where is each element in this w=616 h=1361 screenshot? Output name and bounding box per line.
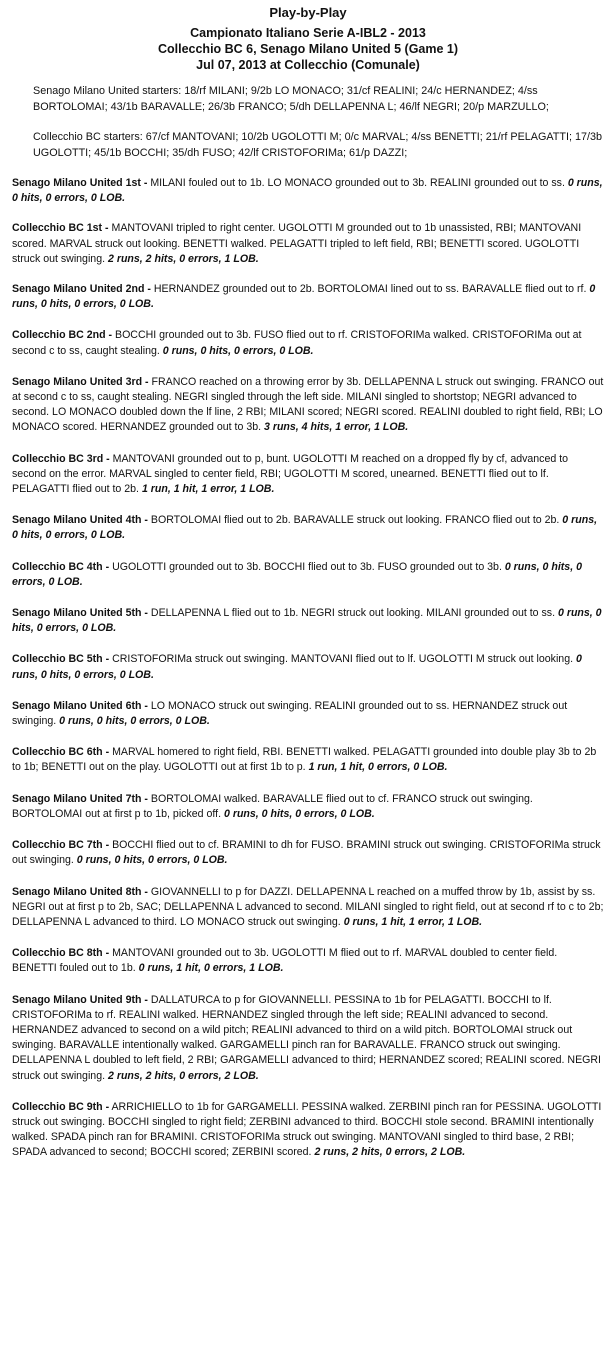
inning-summary: 2 runs, 2 hits, 0 errors, 2 LOB. (107, 1069, 259, 1082)
inning-paragraph (12, 606, 604, 636)
inning-paragraph (12, 176, 604, 206)
inning-plays: BOCCHI grounded out to 3b. FUSO flied out to rf. CRISTOFORIMa walked. CRISTOFORIMa out at second c to ss, caught stealing. (12, 329, 582, 357)
inning-plays: BORTOLOMAI walked. BARAVALLE flied out to cf. FRANCO struck out swinging. BORTOLOMAI out at first p to 1b, picked off. (12, 792, 533, 820)
inning-plays: HERNANDEZ grounded out to 2b. BORTOLOMAI lined out to ss. BARAVALLE flied out to rf. (150, 283, 590, 296)
inning-plays: ARRICHIELLO to 1b for GARGAMELLI. PESSINA walked. ZERBINI pinch ran for PESSINA. UGOLOTTI struck out swinging. BOCCHI singled to right field; ZERBINI advanced to third. BOCCHI stole second. BRAMINI intentionally walked. SPADA pinch ran for BRAMINI. CRISTOFORIMa struck out swinging. MANTOVANI singled to third base, 2 RBI; SPADA advanced to second; BOCCHI scored; ZERBINI scored. (12, 1100, 602, 1159)
inning-plays: MILANI fouled out to 1b. LO MONACO grounded out to 3b. REALINI grounded out to ss. (147, 177, 568, 189)
inning-team-label: Senago Milano United 5th - (12, 607, 148, 620)
inning-plays: FRANCO reached on a throwing error by 3b. DELLAPENNA L struck out swinging. FRANCO out at second c to ss, caught stealing. NEGRI singled through the left side. MILANI singled to shortstop; NEGRI advanced to second. LO MONACO doubled down the lf line, 2 RBI; MILANI scored; NEGRI scored. REALINI doubled to right field, RBI; LO MONACO scored. HERNANDEZ grounded out to 3b. (12, 375, 604, 434)
inning-summary: 0 runs, 0 hits, 0 errors, 0 LOB. (76, 854, 228, 867)
inning-team-label: Senago Milano United 4th - (12, 514, 148, 527)
game-date-venue: Jul 07, 2013 at Collecchio (Comunale) (196, 58, 420, 72)
inning-plays: CRISTOFORIMa struck out swinging. MANTOVANI flied out to lf. UGOLOTTI M struck out looking. (109, 653, 576, 666)
inning-team-label: Collecchio BC 9th - (12, 1100, 110, 1113)
inning-paragraph (12, 792, 604, 822)
inning-summary: 2 runs, 2 hits, 0 errors, 1 LOB. (107, 252, 259, 265)
inning-team-label: Senago Milano United 1st - (12, 177, 148, 189)
inning-plays: UGOLOTTI grounded out to 3b. BOCCHI flied out to 3b. FUSO grounded out to 3b. (109, 560, 505, 573)
inning-team-label: Collecchio BC 2nd - (12, 329, 113, 342)
inning-paragraph (12, 328, 604, 358)
inning-plays: MARVAL homered to right field, RBI. BENETTI walked. PELAGATTI grounded into double play 3b to 2b to 1b; BENETTI out on the play. UGOLOTTI out at first 1b to p. (12, 746, 597, 774)
game-score-line: Collecchio BC 6, Senago Milano United 5 (Game 1) (157, 42, 459, 56)
inning-team-label: Collecchio BC 6th - (12, 746, 110, 759)
inning-summary: 1 run, 1 hit, 1 error, 1 LOB. (141, 483, 275, 496)
inning-paragraph (12, 946, 604, 976)
inning-plays: LO MONACO struck out swinging. REALINI grounded out to ss. HERNANDEZ struck out swinging. (12, 699, 568, 728)
inning-summary: 0 runs, 0 hits, 0 errors, 0 LOB. (12, 560, 582, 588)
inning-team-label: Collecchio BC 8th - (12, 947, 110, 960)
inning-summary: 0 runs, 0 hits, 0 errors, 0 LOB. (59, 715, 210, 728)
inning-paragraph (12, 699, 604, 729)
away-starters: Senago Milano United starters: 18/rf MILANI; 9/2b LO MONACO; 31/cf REALINI; 24/c HERNANDEZ; 4/ss BORTOLOMAI; 43/1b BARAVALLE; 26/3b FRANCO; 5/dh DELLAPENNA L; 46/lf NEGRI; 20/p MARZULLO; (33, 85, 549, 113)
starters-section (0, 73, 616, 161)
inning-team-label: Senago Milano United 6th - (12, 699, 148, 712)
inning-plays: BORTOLOMAI flied out to 2b. BARAVALLE struck out looking. FRANCO flied out to 2b. (147, 514, 563, 527)
inning-team-label: Collecchio BC 1st - (12, 222, 109, 235)
inning-plays: BOCCHI flied out to cf. BRAMINI to dh for FUSO. BRAMINI struck out swinging. CRISTOFORIMa struck out swinging. (12, 839, 601, 867)
inning-summary: 3 runs, 4 hits, 1 error, 1 LOB. (264, 421, 409, 434)
inning-plays: GIOVANNELLI to p for DAZZI. DELLAPENNA L reached on a muffed throw by 1b, assist by ss. NEGRI out at first p to 2b, SAC; DELLAPENNA L advanced to second. MILANI singled to right field, out at second rf to c to 2b; DELLAPENNA L advanced to third. LO MONACO struck out swinging. (12, 885, 604, 928)
inning-team-label: Collecchio BC 4th - (12, 560, 110, 573)
inning-summary: 0 runs, 0 hits, 0 errors, 0 LOB. (12, 514, 598, 542)
inning-team-label: Senago Milano United 3rd - (12, 375, 149, 388)
inning-paragraph (12, 560, 604, 590)
inning-paragraph (12, 885, 604, 931)
inning-paragraph (12, 1100, 604, 1161)
inning-summary: 0 runs, 1 hit, 0 errors, 1 LOB. (138, 962, 284, 975)
inning-summary: 0 runs, 0 hits, 0 errors, 0 LOB. (223, 807, 375, 820)
inning-team-label: Collecchio BC 3rd - (12, 452, 110, 465)
inning-summary: 0 runs, 1 hit, 1 error, 1 LOB. (343, 915, 483, 928)
home-starters: Collecchio BC starters: 67/cf MANTOVANI; 10/2b UGOLOTTI M; 0/c MARVAL; 4/ss BENETTI; 21/rf PELAGATTI; 17/3b UGOLOTTI; 45/1b BOCCHI; 35/dh FUSO; 42/lf CRISTOFORIMa; 61/p DAZZI; (33, 131, 603, 159)
inning-team-label: Senago Milano United 2nd - (12, 283, 151, 296)
inning-plays: DALLATURCA to p for GIOVANNELLI. PESSINA to 1b for PELAGATTI. BOCCHI to lf. CRISTOFORIMa to rf. REALINI walked. HERNANDEZ singled through the left side; REALINI advanced to second. HERNANDEZ advanced to second on a wild pitch; REALINI advanced to third on a wild pitch. BORTOLOMAI struck out swinging. BARAVALLE intentionally walked. GARGAMELLI pinch ran for BARAVALLE. FRANCO struck out swinging. DELLAPENNA L doubled to left field, 2 RBI; GARGAMELLI advanced to third; HERNANDEZ scored; REALINI scored. NEGRI struck out swinging. (12, 993, 601, 1082)
report-header (0, 0, 616, 73)
inning-team-label: Senago Milano United 8th - (12, 885, 148, 898)
inning-paragraph (12, 652, 604, 682)
inning-paragraph (12, 221, 604, 267)
inning-summary: 2 runs, 2 hits, 0 errors, 2 LOB. (314, 1146, 466, 1159)
inning-paragraph (12, 745, 604, 775)
inning-team-label: Senago Milano United 9th - (12, 993, 148, 1006)
inning-summary: 1 run, 1 hit, 0 errors, 0 LOB. (308, 761, 448, 774)
inning-plays: DELLAPENNA L flied out to 1b. NEGRI struck out looking. MILANI grounded out to ss. (147, 607, 558, 620)
inning-paragraph (12, 993, 604, 1084)
inning-team-label: Collecchio BC 7th - (12, 839, 110, 852)
inning-team-label: Senago Milano United 7th - (12, 792, 148, 805)
inning-paragraph (12, 452, 604, 498)
inning-plays: MANTOVANI tripled to right center. UGOLOTTI M grounded out to 1b unassisted, RBI; MANTOVANI scored. MARVAL struck out looking. BENETTI walked. PELAGATTI tripled to left field, RBI; BENETTI scored. UGOLOTTI struck out swinging. (12, 222, 582, 265)
inning-paragraph (12, 282, 604, 312)
league-title: Campionato Italiano Serie A-IBL2 - 2013 (190, 26, 426, 40)
inning-paragraph (12, 513, 604, 543)
inning-paragraph (12, 838, 604, 868)
inning-summary: 0 runs, 0 hits, 0 errors, 0 LOB. (162, 344, 314, 357)
inning-summary: 0 runs, 0 hits, 0 errors, 0 LOB. (12, 607, 602, 635)
inning-summary: 0 runs, 0 hits, 0 errors, 0 LOB. (12, 177, 603, 205)
inning-summary: 0 runs, 0 hits, 0 errors, 0 LOB. (12, 653, 582, 681)
inning-plays: MANTOVANI grounded out to p, bunt. UGOLOTTI M reached on a dropped fly by cf, advanced to second on the error. MARVAL singled to center field, RBI; UGOLOTTI M scored, unearned. BENETTI flied out to lf. PELAGATTI flied out to 2b. (12, 452, 569, 496)
innings-list (0, 176, 616, 1161)
inning-paragraph (12, 375, 604, 436)
page-title: Play-by-Play (269, 5, 347, 20)
inning-summary: 0 runs, 0 hits, 0 errors, 0 LOB. (12, 283, 596, 311)
inning-plays: MANTOVANI grounded out to 3b. UGOLOTTI M flied out to rf. MARVAL doubled to center field. BENETTI fouled out to 1b. (12, 947, 558, 975)
inning-team-label: Collecchio BC 5th - (12, 653, 110, 666)
